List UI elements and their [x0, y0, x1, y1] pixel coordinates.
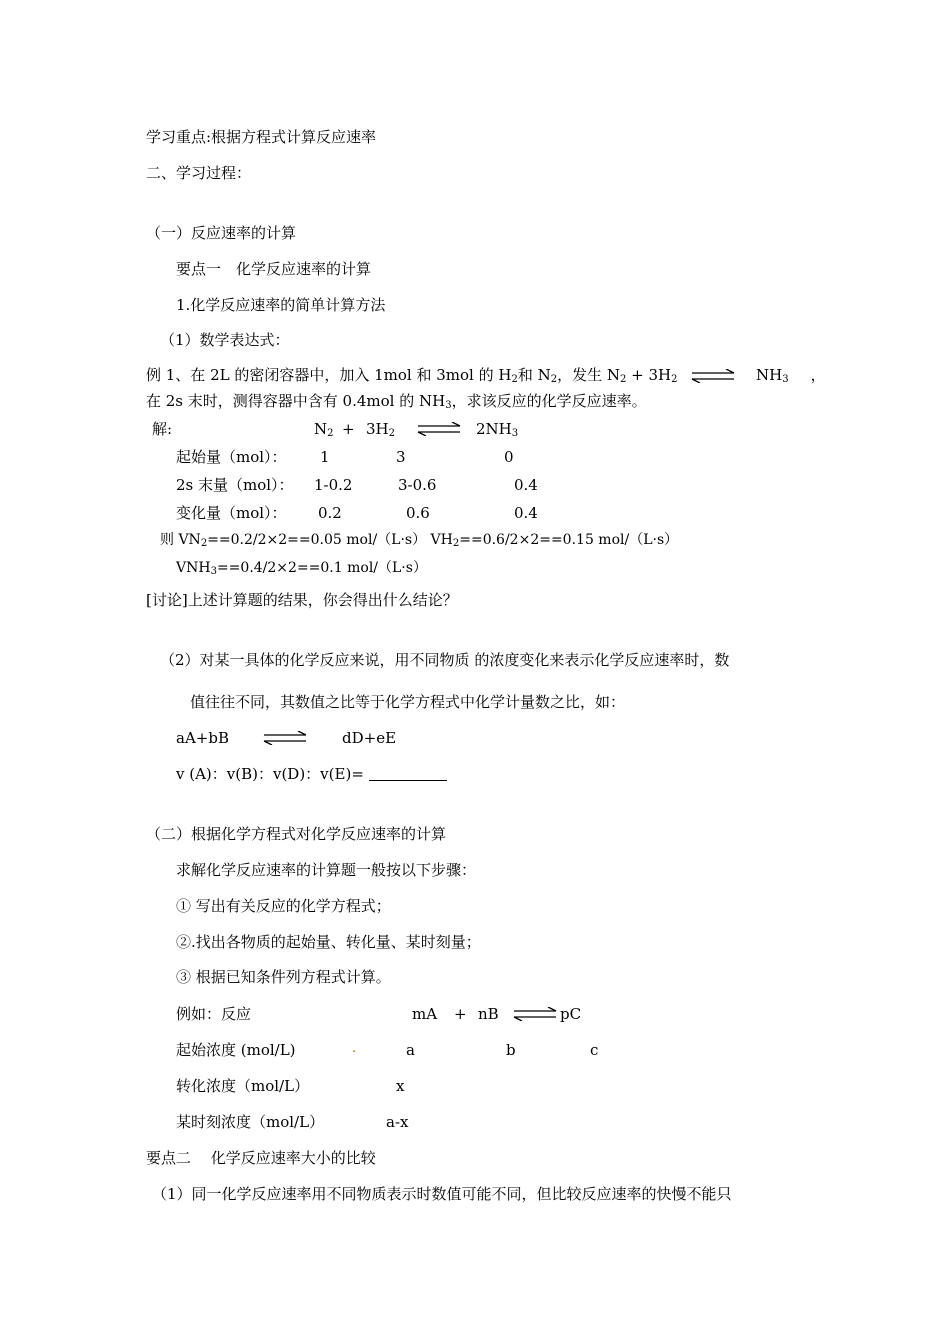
start-amount-h2: 3	[396, 448, 406, 466]
initial-concentration-label: 起始浓度 (mol/L)	[176, 1041, 296, 1059]
rule-paragraph-line2: 值往往不同，其数值之比等于化学方程式中化学计量数之比，如：	[190, 693, 626, 711]
example-one-text: 例 1、在 2L 的密闭容器中，加入 1mol 和 3mol 的 $H_2$和 $N_2$，发生 $N_2 + 3H_2$	[146, 366, 678, 385]
initial-concentration-b: b	[506, 1041, 516, 1059]
end-amount-h2: 3-0.6	[398, 476, 437, 494]
solution-plus: +	[342, 420, 355, 438]
rate-result-line1: 则 $VN_2==0.2/2\times 2==0.05$ mol/（L·s） $VH_2==0.6/2\times 2==0.15$ mol/（L·s）	[160, 532, 679, 549]
start-amount-nh3: 0	[504, 448, 514, 466]
moment-concentration-label: 某时刻浓度（mol/L）	[176, 1113, 325, 1131]
example-one-product: $NH_3$ ，	[756, 366, 826, 385]
example-pc: pC	[560, 1005, 582, 1023]
change-amount-h2: 0.6	[406, 504, 430, 522]
step-three: ③ 根据已知条件列方程式计算。	[176, 968, 391, 986]
section-two-heading: （二）根据化学方程式对化学反应速率的计算	[146, 825, 447, 843]
method-heading: 1.化学反应速率的简单计算方法	[176, 296, 386, 314]
initial-concentration-c: c	[590, 1041, 599, 1059]
step-two: ②.找出各物质的起始量、转化量、某时刻量；	[176, 933, 481, 951]
change-amount-nh3: 0.4	[514, 504, 538, 522]
process-heading: 二、学习过程：	[146, 164, 252, 182]
converted-concentration-label: 转化浓度（mol/L）	[176, 1077, 310, 1095]
solution-h2: $3H_2$	[366, 420, 395, 439]
end-amount-nh3: 0.4	[514, 476, 538, 494]
example-label: 例如：反应	[176, 1005, 252, 1023]
key-point-heading: 学习重点:根据方程式计算反应速率	[146, 128, 377, 146]
key-point-two: 要点二 化学反应速率大小的比较	[146, 1149, 376, 1167]
end-amount-n2: 1-0.2	[314, 476, 353, 494]
stray-dot: .	[352, 1041, 357, 1056]
end-amount-label: 2s 末量（mol）：	[176, 476, 294, 494]
solution-n2: $N_2$	[314, 420, 334, 439]
example-nb: nB	[478, 1005, 499, 1023]
steps-intro: 求解化学反应速率的计算题一般按以下步骤：	[176, 861, 477, 879]
equilibrium-arrow-icon	[512, 1007, 558, 1021]
step-one: ① 写出有关反应的化学方程式；	[176, 897, 391, 915]
key-point-one: 要点一 化学反应速率的计算	[176, 260, 372, 278]
initial-concentration-a: a	[406, 1041, 415, 1059]
equilibrium-arrow-icon	[416, 422, 462, 436]
section-one-heading: （一）反应速率的计算	[146, 224, 297, 242]
key-point-two-paragraph: （1）同一化学反应速率用不同物质表示时数值可能不同，但比较反应速率的快慢不能只	[152, 1185, 732, 1203]
moment-concentration-value: a-x	[386, 1113, 409, 1131]
rate-result-line2: $VNH_3==0.4/2\times 2==0.1$ mol/（L·s）	[176, 560, 427, 577]
math-expression-label: （1）数学表达式：	[160, 331, 290, 349]
rate-ratio-question: v (A)：v(B)：v(D)：v(E)=	[176, 765, 447, 783]
equilibrium-arrow-icon	[690, 369, 736, 383]
solution-nh3: $2NH_3$	[476, 420, 519, 439]
discussion-question: [讨论]上述计算题的结果，你会得出什么结论？	[146, 591, 458, 609]
start-amount-label: 起始量（mol）：	[176, 448, 287, 466]
converted-concentration-x: x	[396, 1077, 405, 1095]
example-one-text-line2: 在 2s 末时，测得容器中含有 0.4mol 的 $NH_3$，求该反应的化学反应速率。	[146, 392, 647, 411]
change-amount-label: 变化量（mol）：	[176, 504, 287, 522]
general-equation-left: aA+bB	[176, 729, 229, 747]
change-amount-n2: 0.2	[318, 504, 342, 522]
example-ma: mA	[412, 1005, 438, 1023]
solution-label: 解:	[152, 420, 173, 438]
answer-blank[interactable]	[369, 766, 447, 781]
example-plus: +	[454, 1005, 467, 1023]
rule-paragraph-line1: （2）对某一具体的化学反应来说，用不同物质 的浓度变化来表示化学反应速率时，数	[160, 651, 730, 669]
general-equation-right: dD+eE	[342, 729, 397, 747]
start-amount-n2: 1	[320, 448, 330, 466]
equilibrium-arrow-icon	[262, 731, 308, 745]
